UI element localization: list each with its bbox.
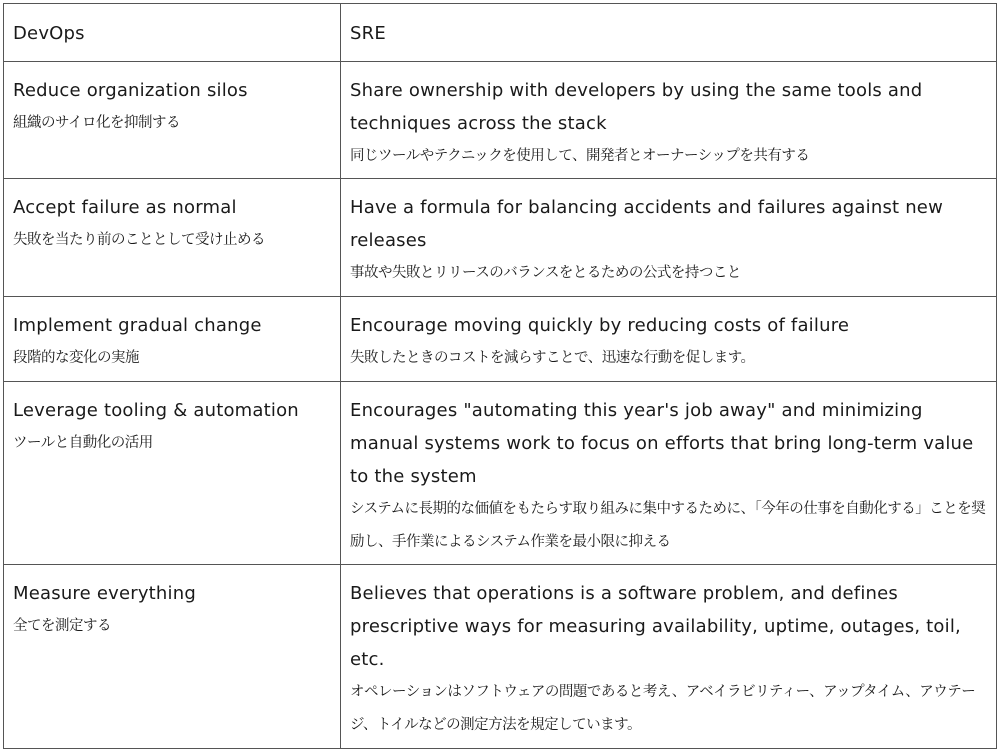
devops-cell [4,62,341,179]
sre-practice-en: Encourages "automating this year's job away" and minimizing manual systems work to focus on efforts that bring long-term value to the system [350,400,974,487]
devops-principle-ja: ツールと自動化の活用 [13,435,153,451]
sre-practice-en: Have a formula for balancing accidents and failures against new releases [350,197,944,251]
sre-practice-ja: 同じツールやテクニックを使用して、開発者とオーナーシップを共有する [350,148,810,164]
devops-principle-ja: 失敗を当たり前のこととして受け止める [13,232,265,248]
sre-practice-ja: オペレーションはソフトウェアの問題であると考え、アベイラビリティー、アップタイム、アウテージ、トイルなどの測定方法を規定しています。 [350,684,976,733]
sre-practice-ja: 失敗したときのコストを減らすことで、迅速な行動を促します。 [350,350,755,366]
header-sre [341,4,997,62]
table-header-row [4,4,997,62]
sre-practice-en: Believes that operations is a software problem, and defines prescriptive ways for measuring availability, uptime, outages, toil, etc. [350,583,961,670]
sre-cell [341,565,997,749]
devops-principle-en: Leverage tooling & automation [13,400,299,421]
sre-practice-en: Encourage moving quickly by reducing costs of failure [350,315,850,336]
sre-cell [341,382,997,565]
header-devops-label: DevOps [13,23,85,44]
devops-principle-en: Measure everything [13,583,196,604]
devops-principle-ja: 組織のサイロ化を抑制する [13,115,180,131]
sre-cell [341,297,997,382]
header-devops [4,4,341,62]
table-row [4,565,997,749]
devops-principle-en: Accept failure as normal [13,197,237,218]
devops-cell [4,297,341,382]
table-row [4,297,997,382]
sre-practice-en: Share ownership with developers by using the same tools and techniques across the stack [350,80,923,134]
devops-principle-en: Implement gradual change [13,315,262,336]
table-row [4,179,997,297]
table-row [4,62,997,179]
devops-cell [4,179,341,297]
devops-principle-en: Reduce organization silos [13,80,248,101]
sre-practice-ja: 事故や失敗とリリースのバランスをとるための公式を持つこと [350,265,741,281]
sre-cell [341,62,997,179]
header-sre-label: SRE [350,23,386,44]
sre-cell [341,179,997,297]
devops-sre-comparison-table [3,3,997,749]
devops-cell [4,565,341,749]
table-row [4,382,997,565]
devops-principle-ja: 全てを測定する [13,618,111,634]
devops-principle-ja: 段階的な変化の実施 [13,350,139,366]
devops-cell [4,382,341,565]
sre-practice-ja: システムに長期的な価値をもたらす取り組みに集中するために、「今年の仕事を自動化する」ことを奨励し、手作業によるシステム作業を最小限に抑える [350,501,986,550]
